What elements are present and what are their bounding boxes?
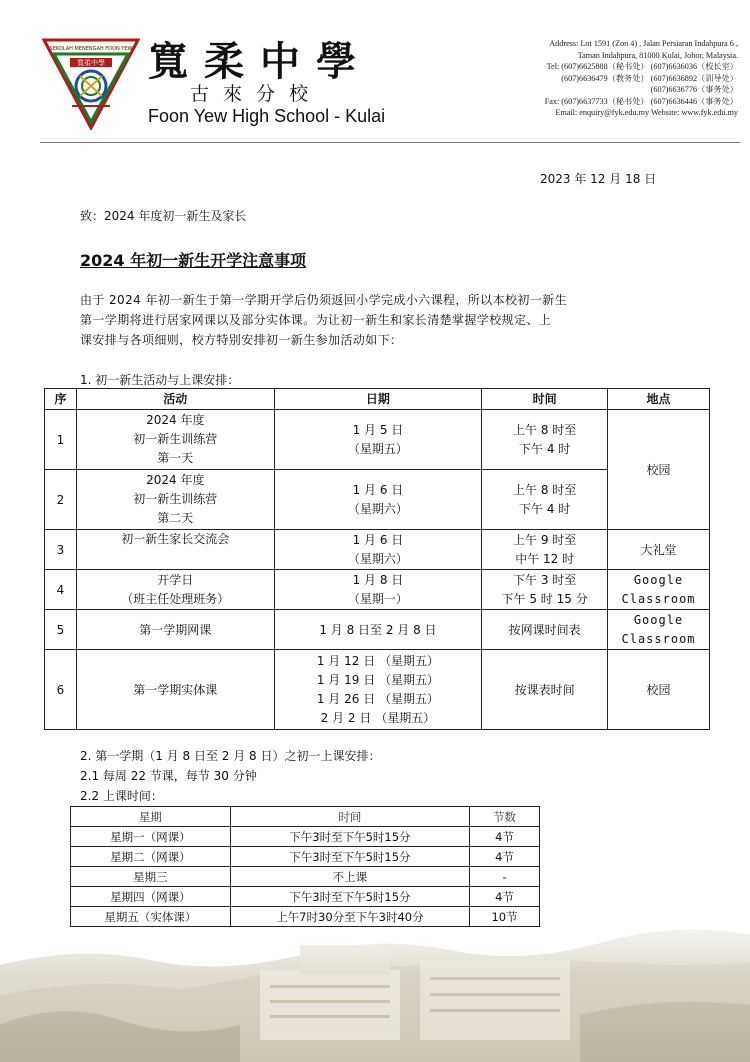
- activity-cell: 第一学期网课: [76, 610, 274, 650]
- cell-line: （星期六）: [347, 501, 408, 516]
- table-row: [45, 410, 710, 470]
- periods-cell: 4节: [470, 827, 540, 847]
- day-cell: 星期二（网课）: [71, 847, 231, 867]
- table-header-row: [45, 389, 710, 410]
- time-cell: [482, 570, 608, 610]
- school-name-cn: 寬柔中學: [148, 38, 372, 85]
- cell-line: 第一天: [157, 451, 194, 465]
- campus-watermark-image: [0, 905, 750, 1062]
- contact-address-block: [470, 38, 738, 119]
- activity-cell: [76, 410, 274, 470]
- section-2-heading: 2. 第一学期（1 月 8 日至 2 月 8 日）之初一上课安排：: [80, 749, 381, 763]
- cell-line: 2 月 2 日 （星期五）: [320, 710, 436, 725]
- phone-line: Tel: (607)6625888（秘书处） (607)6636036（校长室）: [546, 62, 738, 71]
- cell-line: （星期一）: [347, 591, 408, 606]
- periods-cell: 10节: [470, 907, 540, 927]
- weekly-timetable-table: [70, 806, 540, 927]
- table-row: [71, 847, 540, 867]
- table-row: [71, 907, 540, 927]
- time-cell: [482, 470, 608, 530]
- cell-line: Google: [633, 572, 684, 587]
- activity-cell: [76, 470, 274, 530]
- svg-text:SEKOLAH MENENGAH FOON YEW: SEKOLAH MENENGAH FOON YEW: [49, 46, 133, 52]
- activity-schedule-table: [44, 388, 710, 730]
- time-cell: [482, 530, 608, 570]
- cell-line: 下午 5 时 15 分: [501, 591, 588, 606]
- row-number: 6: [45, 650, 77, 730]
- date-cell: [274, 470, 482, 530]
- cell-line: 1 月 19 日 （星期五）: [316, 672, 440, 687]
- school-name-en: Foon Yew High School - Kulai: [148, 106, 386, 126]
- cell-line: 初一新生训练营: [133, 432, 218, 446]
- header-cell: 星期: [71, 807, 231, 827]
- cell-line: 第二天: [157, 511, 194, 525]
- time-cell: 下午3时至下午5时15分: [230, 827, 469, 847]
- cell-line: 2024 年度: [146, 413, 205, 427]
- cell-line: （星期六）: [347, 551, 408, 566]
- row-number: 2: [45, 470, 77, 530]
- cell-line: 下午 4 时: [519, 501, 571, 516]
- periods-cell: 4节: [470, 887, 540, 907]
- cell-line: 1 月 5 日: [352, 422, 404, 437]
- cell-line: 下午 3 时至: [513, 572, 577, 587]
- place-cell: [608, 610, 710, 650]
- day-cell: 星期四（网课）: [71, 887, 231, 907]
- cell-line: 初一新生训练营: [133, 492, 218, 506]
- table-row: [45, 650, 710, 730]
- day-cell: 星期五（实体课）: [71, 907, 231, 927]
- letter-date: 2023 年 12 月 18 日: [540, 172, 657, 186]
- phone-line: (607)6636479（教务处） (607)6636892（训导处）: [561, 73, 738, 83]
- day-cell: 星期一（网课）: [71, 827, 231, 847]
- cell-line: Classroom: [621, 591, 696, 606]
- date-cell: [274, 530, 482, 570]
- activity-cell: [76, 570, 274, 610]
- periods-cell: 4节: [470, 847, 540, 867]
- table-header-row: [71, 807, 540, 827]
- time-cell: 上午7时30分至下午3时40分: [230, 907, 469, 927]
- section-1-heading: 1. 初一新生活动与上课安排：: [80, 373, 240, 387]
- header-cell: 节数: [470, 807, 540, 827]
- branch-name-cn: 古來分校: [190, 83, 323, 105]
- table-row: [71, 887, 540, 907]
- header-cell: 时间: [230, 807, 469, 827]
- cell-line: 中午 12 时: [515, 551, 575, 566]
- cell-line: 1 月 8 日: [352, 572, 404, 587]
- activity-cell: 第一学期实体课: [76, 650, 274, 730]
- row-number: 5: [45, 610, 77, 650]
- address-line: Taman Indahpura, 81000 Kulai, Johor, Malaysia.: [577, 50, 738, 60]
- address-line: Address: Lot 1591 (Zon 4) , Jalan Persiaran Indahpura 6 ,: [549, 39, 738, 48]
- place-cell: 校园: [608, 650, 710, 730]
- fax-line: Fax: (607)6637733（秘书处） (607)6636446（事务处）: [544, 96, 738, 106]
- time-cell: 不上课: [230, 867, 469, 887]
- intro-line: 第一学期将进行居家网课以及部分实体课。为让初一新生和家长清楚掌握学校规定、上: [80, 313, 552, 327]
- cell-line: 上午 8 时至: [513, 422, 577, 437]
- phone-line: (607)6636776（事务处）: [650, 85, 738, 94]
- place-cell: 大礼堂: [608, 530, 710, 570]
- date-cell: [274, 650, 482, 730]
- time-cell: [482, 410, 608, 470]
- place-cell: [608, 570, 710, 610]
- cell-line: （班主任处理班务）: [121, 591, 230, 606]
- cell-line: 1 月 6 日: [352, 532, 404, 547]
- header-divider: [40, 142, 740, 143]
- cell-line: 开学日: [157, 572, 194, 587]
- header-cell: 序: [45, 389, 77, 410]
- table-row: [71, 867, 540, 887]
- header-cell: 地点: [608, 389, 710, 410]
- recipient-line: 致：2024 年度初一新生及家长: [80, 209, 247, 223]
- email-website-line: Email: enquiry@fyk.edu.my Website: www.fyk.edu.my: [555, 108, 738, 117]
- cell-line: 下午 4 时: [519, 441, 571, 456]
- date-cell: 1 月 8 日至 2 月 8 日: [274, 610, 482, 650]
- intro-paragraph: [80, 290, 675, 350]
- intro-line: 由于 2024 年初一新生于第一学期开学后仍须返回小学完成小六课程，所以本校初一新生: [80, 293, 567, 307]
- svg-text:寬柔中學: 寬柔中學: [77, 59, 105, 67]
- cell-line: 2024 年度: [146, 473, 205, 487]
- cell-line: 上午 8 时至: [513, 482, 577, 497]
- time-cell: 按课表时间: [482, 650, 608, 730]
- cell-line: Classroom: [621, 631, 696, 646]
- cell-line: （星期五）: [347, 441, 408, 456]
- date-cell: [274, 410, 482, 470]
- row-number: 1: [45, 410, 77, 470]
- activity-cell: [76, 530, 274, 570]
- cell-line: 1 月 12 日 （星期五）: [316, 653, 440, 668]
- cell-line: 1 月 6 日: [352, 482, 404, 497]
- section-2-1-line: 2.1 每周 22 节课，每节 30 分钟: [80, 769, 257, 783]
- header-cell: 活动: [76, 389, 274, 410]
- periods-cell: -: [470, 867, 540, 887]
- header-cell: 日期: [274, 389, 482, 410]
- row-number: 3: [45, 530, 77, 570]
- row-number: 4: [45, 570, 77, 610]
- table-row: [45, 530, 710, 570]
- cell-line: 上午 9 时至: [513, 532, 577, 547]
- time-cell: 下午3时至下午5时15分: [230, 847, 469, 867]
- document-title: 2024 年初一新生开学注意事项: [80, 251, 307, 270]
- time-cell: 按网课时间表: [482, 610, 608, 650]
- header-cell: 时间: [482, 389, 608, 410]
- school-logo: [42, 38, 140, 130]
- intro-line: 课安排与各项细则，校方特别安排初一新生参加活动如下：: [80, 333, 403, 347]
- section-2-2-line: 2.2 上课时间：: [80, 789, 163, 803]
- table-row: [45, 610, 710, 650]
- cell-line: 1 月 26 日 （星期五）: [316, 691, 440, 706]
- cell-line: Google: [633, 612, 684, 627]
- table-row: [45, 570, 710, 610]
- day-cell: 星期三: [71, 867, 231, 887]
- table-row: [71, 827, 540, 847]
- time-cell: 下午3时至下午5时15分: [230, 887, 469, 907]
- place-cell: 校园: [608, 410, 710, 530]
- date-cell: [274, 570, 482, 610]
- cell-line: 初一新生家长交流会: [121, 532, 230, 546]
